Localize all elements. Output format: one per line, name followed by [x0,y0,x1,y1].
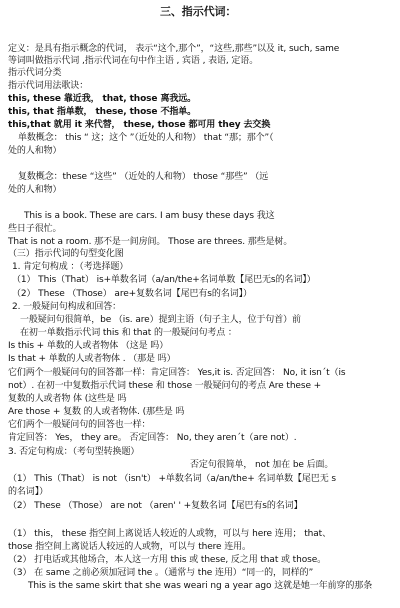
negative-pattern-1-cont: 的名词】） [8,487,49,497]
usage-example: This is the same skirt that she was weari ng a year ago 这就是她一年前穿的那条 [28,581,373,591]
negative-pattern-1: （1） This（That） is not （isn't） +单数名词（a/an/the+ 名词单数【尾巴无 s [8,474,336,484]
usage-note-2: （2） 打电话或其他场合，本人这一方用 this 或 these, 反之用 that 或 those。 [8,555,327,565]
rhyme-heading: 指示代词用法歌诀： [8,81,89,91]
affirmative-rule-2: （2） These （Those） are+复数名词【尾巴有s的名词】） [12,289,252,299]
page-title: 三、指示代词： [160,5,237,18]
affirmative-rule-1: （1） This（That） is+单数名词（a/an/the+名词单数【尾巴无s的名词】） [12,275,316,285]
usage-note-3: （3） 在 same 之前必须加冠词 the 。（通常与 the 连用）“同一的，同样的” [8,568,314,578]
rhyme-line-3: this,that 就用 it 来代替， these, those 都可用 they 去交换 [8,120,271,130]
singular-concept-cont: 处的人和物） [8,146,62,156]
is-this-pattern: Is this + 单数的人或者物体 （这是 吗） [8,341,169,351]
singular-concept: 单数概念： this “ 这；这个 ”（近处的人和物） that “那；那个”（ [18,133,274,143]
negative-rule: 否定句很简单， not 加在 be 后面。 [190,460,334,470]
question-rule: 一般疑问句很简单，be （is. are）提到主语（句子主人，位于句首）前 [20,315,301,325]
plural-concept-cont: 处的人和物） [8,185,62,195]
answer-line-plural: 肯定回答： Yes， they are。 否定回答： No, they aren´t（are not）. [8,433,297,443]
definition-line-2: 等词叫做指示代词 ,指示代词在句中作主语 , 宾语 , 表语, 定语。 [8,56,259,66]
example-line-1-cont: 些日子很忙。 [8,224,62,234]
classification-heading: 指示代词分类 [8,68,62,78]
plural-concept: 复数概念：these “这些” （近处的人和物） those “那些” （远 [18,172,269,182]
these-pattern: 复数的人或者物 体 (这些是 吗 [8,394,127,404]
rhyme-line-2: this, that 指单数， these, those 不指单。 [8,107,197,117]
those-pattern: Are those + 复数 的人或者物体. (那些是 吗 [8,407,185,417]
answer-line-1: 它们两个一般疑问句的回答都一样：肯定回答： Yes,it is. 否定回答： No, it isn´t（is [8,368,346,378]
is-that-pattern: Is that + 单数的人或者物体 . （那是 吗） [8,354,176,364]
answer-heading-plural: 它们两个一般疑问句的回答也一样： [8,420,151,430]
negative-heading: 3. 否定句构成：（考句型转换题） [8,447,140,457]
example-line-1: This is a book. These are cars. I am busy these days 我这 [24,211,275,221]
example-line-2: That is not a room. 那不是一间房间。 Those are threes. 那些是树。 [8,237,293,247]
negative-pattern-2: （2） These （Those） are not （aren' ' +复数名词【尾巴有s的名词】 [8,501,303,511]
usage-note-1: （1） this， these 指空间上离说话人较近的人或物，可以与 here 连用； that、 [8,529,331,539]
section-heading-3: （三）指示代词的句型变化图 [8,249,124,259]
usage-note-1-cont: those 指空间上离说话人较远的人或物，可以与 there 连用。 [8,542,251,552]
question-points: 在初一单数指示代词 this 和 that 的一般疑问句考点 ： [20,328,237,338]
definition-line-1: 定义：是具有指示概念的代词， 表示“这个,那个”，“这些,那些”以及 it, such, same [8,44,340,54]
rhyme-line-1: this, these 靠近我， that, those 离我远。 [8,94,197,104]
answer-line-2: not）. 在初一中复数指示代词 these 和 those 一般疑问句的考点 Are these + [8,381,322,391]
question-heading: 2. 一般疑问句构成和回答： [12,302,122,312]
affirmative-heading: 1. 肯定句构成 ：（考选择题） [12,262,129,272]
